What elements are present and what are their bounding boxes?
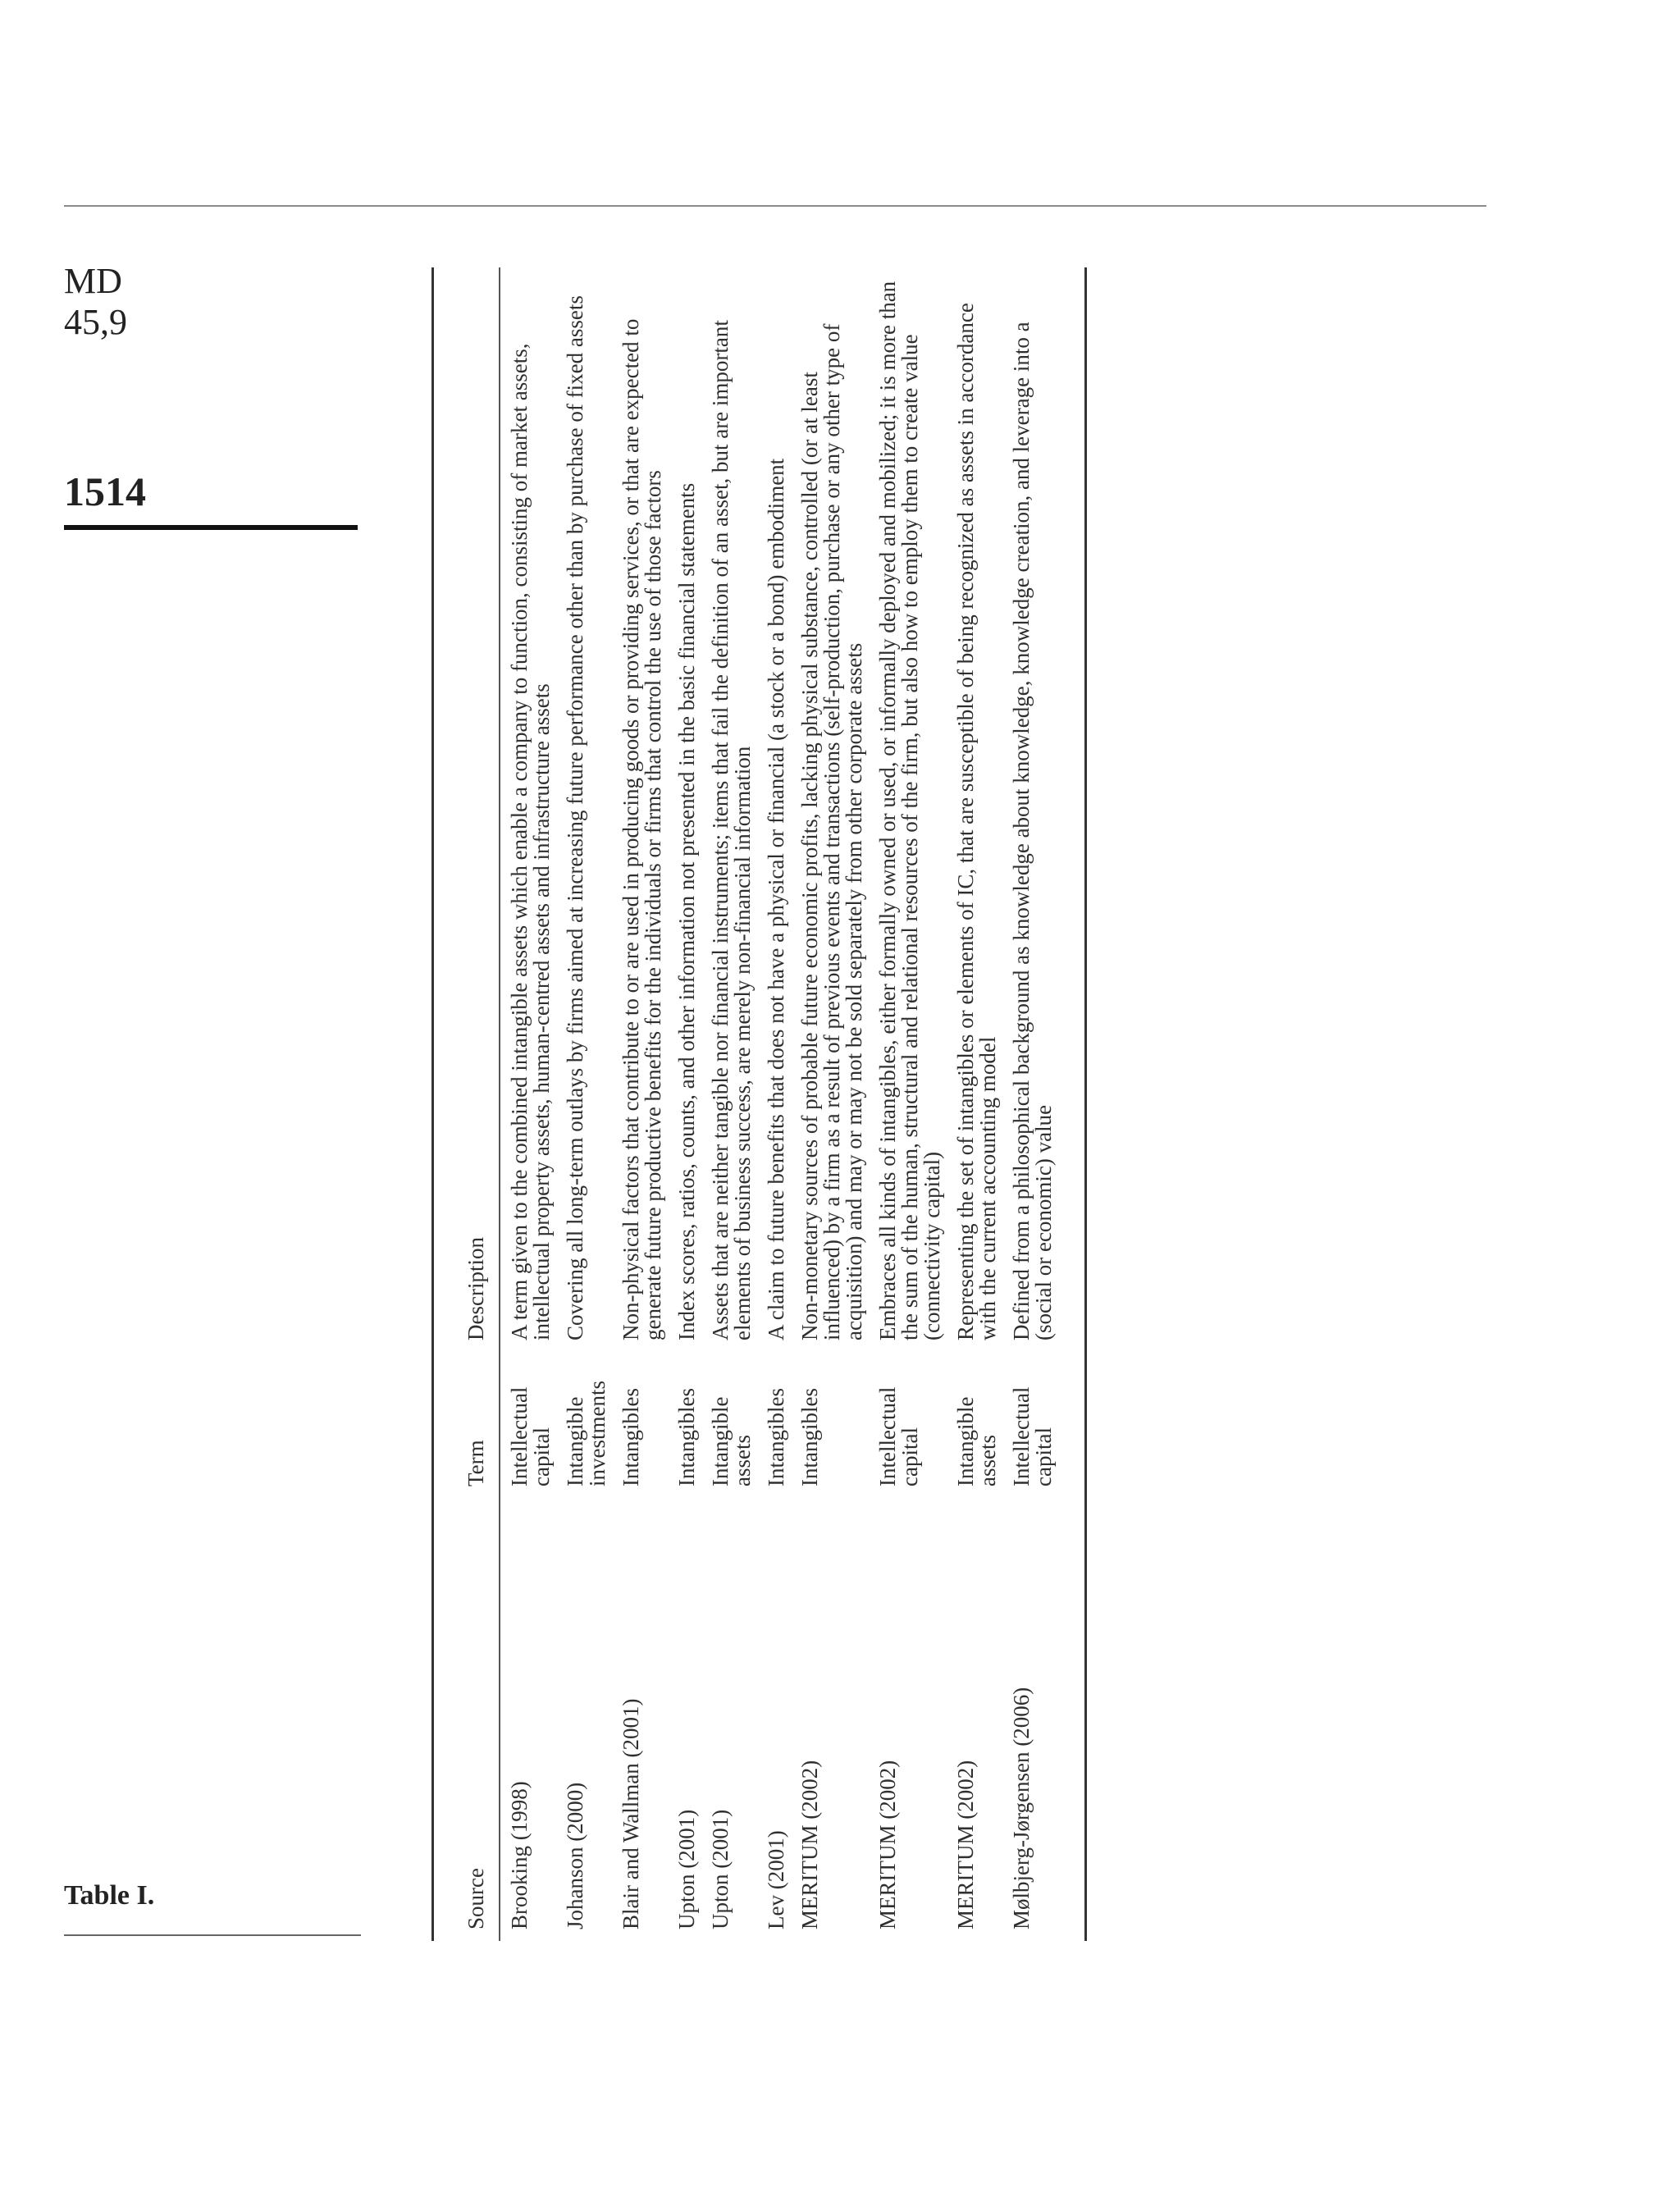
table-row xyxy=(869,267,947,1941)
table-row xyxy=(500,267,556,1941)
journal-id xyxy=(64,261,127,343)
cell-description: Non-physical factors that contribute to or are used in producing goods or providing services, or that are expected to generate future productive benefits for the individuals or firms that control the use of those factors xyxy=(619,318,665,1340)
cell-term: Intangibles xyxy=(674,1388,699,1486)
cell-source: MERITUM (2002) xyxy=(953,1760,978,1929)
table-row xyxy=(668,267,701,1941)
table-row xyxy=(791,267,869,1941)
cell-source: MERITUM (2002) xyxy=(797,1760,822,1929)
column-header-term: Term xyxy=(433,1340,500,1486)
cell-term: Intangible investments xyxy=(563,1381,609,1486)
table-label-rule xyxy=(64,1934,361,1936)
cell-description: A term given to the combined intangible assets which enable a company to function, consisting of market assets, intellectual property assets, human-centred assets and infrastructure assets xyxy=(507,343,554,1340)
cell-description: A claim to future benefits that does not have a physical or financial (a stock or a bond) embodiment xyxy=(764,458,788,1340)
cell-term: Intellectual capital xyxy=(1009,1386,1056,1486)
journal-code: MD xyxy=(64,261,122,301)
definitions-table xyxy=(431,267,1087,1941)
table-row xyxy=(947,267,1002,1941)
cell-source: Johanson (2000) xyxy=(563,1782,587,1929)
cell-source: MERITUM (2002) xyxy=(875,1760,900,1929)
cell-source: Upton (2001) xyxy=(708,1809,733,1929)
cell-description: Representing the set of intangibles or elements of IC, that are susceptible of being recognized as assets in accordance with the current accounting model xyxy=(953,303,1000,1340)
cell-description: Covering all long-term outlays by firms aimed at increasing future performance other than by purchase of fixed assets xyxy=(563,295,587,1340)
cell-source: Mølbjerg-Jørgensen (2006) xyxy=(1009,1687,1034,1929)
cell-description: Defined from a philosophical background as knowledge about knowledge, knowledge creation, and leverage into a (social or economic) value xyxy=(1009,322,1056,1340)
table-label: Table I. xyxy=(64,1880,155,1911)
cell-term: Intellectual capital xyxy=(507,1386,554,1486)
cell-term: Intangible assets xyxy=(708,1396,755,1486)
cell-source: Upton (2001) xyxy=(674,1809,699,1929)
cell-term: Intangibles xyxy=(764,1388,788,1486)
table-row xyxy=(757,267,791,1941)
volume-issue: 45,9 xyxy=(64,302,127,342)
table-header-row xyxy=(433,267,500,1941)
cell-description: Assets that are neither tangible nor financial instruments; items that fail the definition of an asset, but are important elements of business success, are merely non-financial information xyxy=(708,320,755,1340)
cell-term: Intangibles xyxy=(797,1388,822,1486)
page-number-rule xyxy=(64,525,358,530)
cell-description: Embraces all kinds of intangibles, either formally owned or used, or informally deployed and mobilized; it is more than the sum of the human, structural and relational resources of the firm, but also how to employ them to create value (connectivity capital) xyxy=(875,281,944,1340)
cell-source: Brooking (1998) xyxy=(507,1781,532,1929)
table-row xyxy=(1002,267,1086,1941)
cell-term: Intellectual capital xyxy=(875,1386,922,1486)
cell-description: Non-monetary sources of probable future economic profits, lacking physical substance, controlled (or at least influenced) by a firm as a result of previous events and transactions (self-production, purchase or any other type of acquisition) and may or may not be sold separately from other corporate assets xyxy=(797,323,866,1340)
cell-description: Index scores, ratios, counts, and other information not presented in the basic financial statements xyxy=(674,482,699,1340)
table-row xyxy=(556,267,612,1941)
top-rule xyxy=(64,205,1486,207)
rotated-table-container xyxy=(431,267,1416,1941)
cell-term: Intangible assets xyxy=(953,1396,1000,1486)
cell-source: Lev (2001) xyxy=(764,1830,788,1929)
column-header-source: Source xyxy=(433,1486,500,1941)
page-number: 1514 xyxy=(64,468,146,514)
column-header-description: Description xyxy=(433,267,500,1340)
table-row xyxy=(612,267,668,1941)
cell-term: Intangibles xyxy=(619,1388,643,1486)
cell-source: Blair and Wallman (2001) xyxy=(619,1698,643,1929)
table-row xyxy=(701,267,757,1941)
